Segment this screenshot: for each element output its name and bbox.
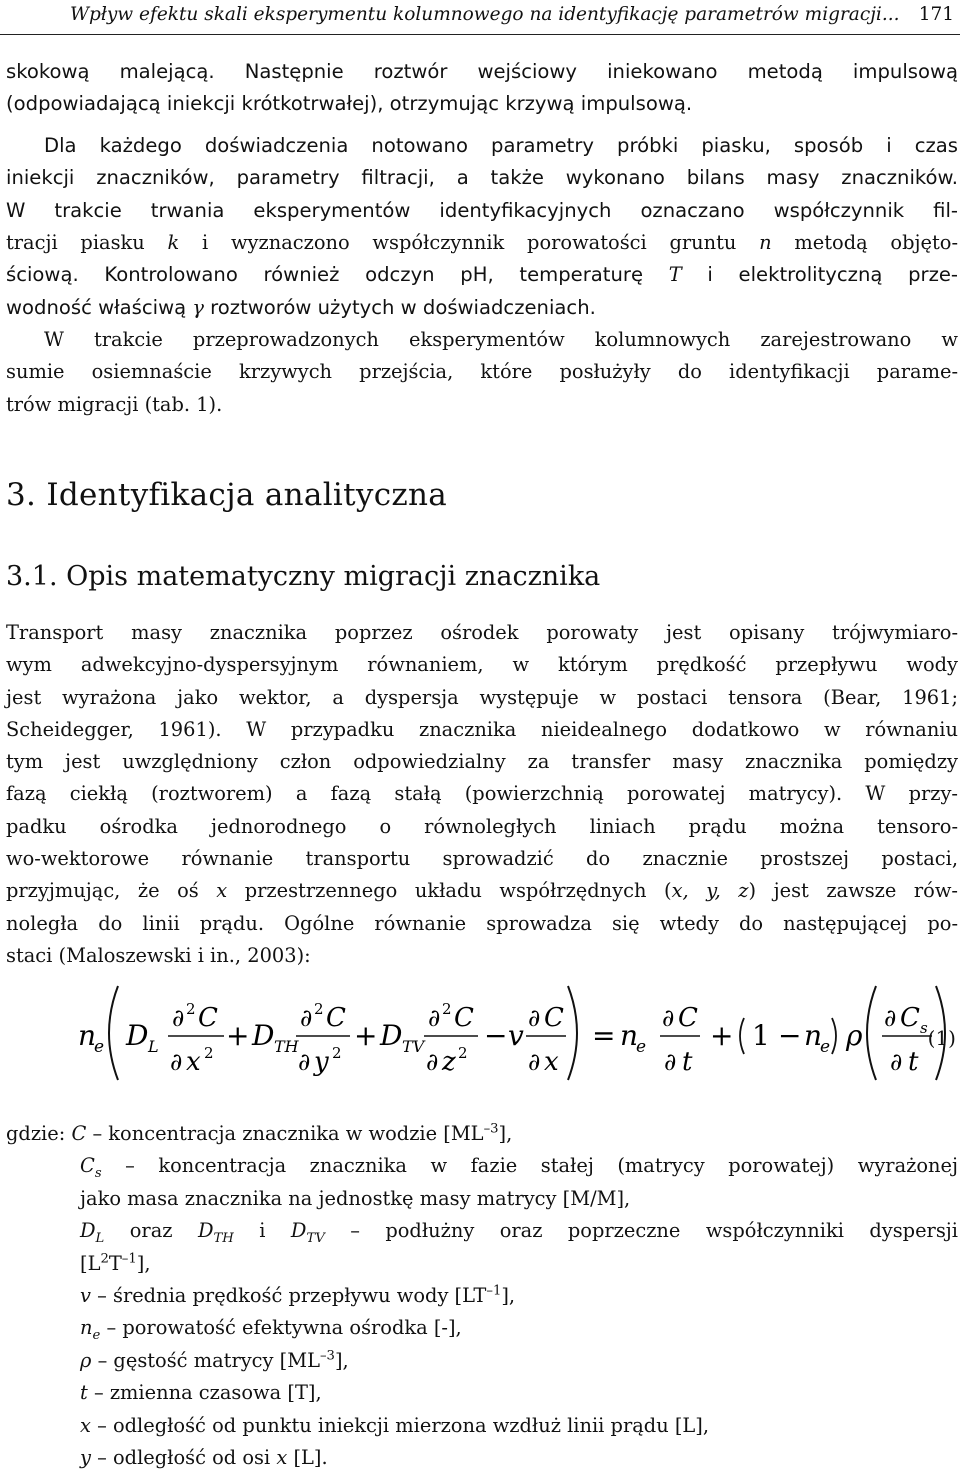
unit-text: T	[108, 1251, 122, 1275]
definition-text: ],	[334, 1348, 349, 1372]
symbol-DTV: D	[290, 1219, 307, 1243]
eq-C: C	[678, 1003, 698, 1033]
text-line: Transport masy znacznika poprzez ośrodek porowaty jest opisany trójwymiaro-	[6, 621, 958, 644]
eq-partial: ∂	[528, 1048, 541, 1076]
intro-paragraph	[6, 56, 958, 121]
definition-text: i	[233, 1219, 291, 1243]
eq-x: x	[186, 1047, 201, 1077]
text-run: tracji piasku	[6, 231, 168, 254]
symbol-v: v	[80, 1284, 91, 1308]
definition-text: ],	[501, 1284, 516, 1308]
eq-two: 2	[332, 1044, 342, 1062]
eq-two: 2	[314, 1000, 324, 1018]
definition-t	[6, 1377, 958, 1409]
text-run: Kontrolowano również odczyn pH, temperaturę	[78, 263, 669, 287]
eq-TV-sub: TV	[402, 1037, 425, 1056]
definition-text: [L].	[287, 1446, 328, 1470]
eq-rho: ρ	[846, 1019, 863, 1052]
eq-t: t	[682, 1047, 693, 1077]
gdzie-label: gdzie:	[6, 1122, 66, 1145]
subsection-heading: 3.1. Opis matematyczny migracji znacznika	[6, 561, 601, 592]
definition-text: – średnia prędkość przepływu wody [LT	[90, 1284, 487, 1308]
definition-text: oraz	[104, 1219, 198, 1243]
left-paren	[867, 986, 876, 1080]
text-line: skokową malejącą. Następnie roztwór wejściowy iniekowano metodą impulsową	[6, 60, 958, 83]
subscript: TH	[213, 1231, 234, 1247]
eq-e-sub: e	[94, 1037, 105, 1057]
definition-y	[6, 1442, 958, 1474]
text-line: wym adwekcyjno-dyspersyjnym równaniem, w którym prędkość przepływu wody	[6, 653, 958, 677]
symbol-rho: ρ	[80, 1348, 92, 1372]
eq-partial: ∂	[172, 1004, 185, 1032]
eq-C: C	[544, 1003, 564, 1033]
text-line: fazą ciekłą (roztworem) a fazą stałą (powierzchnią porowatej matrycy). W przy-	[6, 782, 958, 806]
text-run: przestrzennego układu współrzędnych (	[227, 879, 672, 903]
text-line	[6, 292, 958, 324]
definition-D-continued	[6, 1248, 958, 1280]
eq-e-sub: e	[820, 1037, 831, 1057]
definition-text: – odległość od punktu iniekcji mierzona wzdłuż linii prądu [L],	[90, 1413, 710, 1437]
eq-n: n	[804, 1019, 823, 1052]
eq-partial: ∂	[890, 1048, 903, 1076]
text-run: roztworów użytych w doświadczeniach.	[203, 295, 596, 319]
text-run: i elektrolityczną prze-	[681, 263, 958, 287]
text-line: W trakcie przeprowadzonych eksperymentów kolumnowych zarejestrowano w	[44, 328, 958, 351]
text-line: tym jest uwzględniony człon odpowiedzialny za transfer masy znacznika pomiędzy	[6, 750, 958, 774]
symbol-DTH: D	[197, 1219, 214, 1243]
eq-minus: −	[778, 1019, 802, 1052]
eq-C: C	[326, 1003, 346, 1033]
eq-Cs: C	[900, 1003, 920, 1033]
eq-TH-sub: TH	[274, 1037, 299, 1056]
equation-1	[0, 978, 960, 1088]
symbol-definitions	[6, 1118, 958, 1474]
symbol-y: y	[80, 1446, 91, 1470]
subscript: L	[95, 1231, 105, 1247]
definition-text: – porowatość efektywna ośrodka [-],	[100, 1316, 462, 1340]
eq-plus: +	[226, 1019, 250, 1052]
text-line	[6, 259, 958, 291]
eq-two: 2	[204, 1044, 214, 1062]
eq-partial: ∂	[170, 1048, 183, 1076]
symbol-ne: n	[80, 1316, 93, 1340]
text-run: i wyznaczono współczynnik porowatości gruntu	[179, 231, 760, 254]
running-head-title: Wpływ efektu skali eksperymentu kolumnowego na identyfikację parametrów migracji...	[70, 4, 900, 25]
text-line: iniekcji znaczników, parametry filtracji, a także wykonano bilans masy znaczników.	[6, 166, 958, 190]
eq-partial: ∂	[884, 1004, 897, 1032]
text-run: metodą objęto-	[771, 231, 958, 254]
eq-y: y	[314, 1047, 329, 1077]
text-line: sumie osiemnaście krzywych przejścia, które posłużyły do identyfikacji parame-	[6, 360, 958, 384]
eq-minus: −	[484, 1019, 508, 1052]
eq-s-sub: s	[920, 1019, 928, 1037]
eq-v: v	[508, 1019, 524, 1052]
unit-text: ],	[136, 1251, 151, 1275]
text-run: ) jest zawsze rów-	[748, 879, 958, 903]
definition-text: – koncentracja znacznika w wodzie [ML	[86, 1122, 484, 1145]
exponent: –1	[121, 1251, 137, 1267]
symbol-T: T	[668, 263, 682, 287]
small-right-paren	[832, 1018, 836, 1054]
eq-C: C	[198, 1003, 218, 1033]
text-line: jest wyrażona jako wektor, a dyspersja występuje w postaci tensora (Bear, 1961;	[6, 685, 958, 709]
eq-plus: +	[354, 1019, 378, 1052]
symbol-t: t	[80, 1381, 88, 1405]
eq-D: D	[380, 1019, 403, 1052]
eq-two: 2	[458, 1044, 468, 1062]
definition-Cs-continued: jako masa znacznika na jednostkę masy matrycy [M/M],	[80, 1186, 631, 1210]
eq-equals: =	[592, 1019, 616, 1052]
running-head	[0, 0, 960, 35]
eq-n: n	[78, 1019, 97, 1052]
exponent: 2	[100, 1251, 109, 1267]
definition-text: – odległość od osi	[90, 1446, 277, 1470]
definition-ne	[6, 1312, 958, 1344]
symbol-gamma: γ	[192, 295, 204, 319]
eq-partial: ∂	[300, 1004, 313, 1032]
definition-text: – zmienna czasowa [T],	[87, 1381, 322, 1405]
text-line: Dla każdego doświadczenia notowano parametry próbki piasku, sposób i czas	[44, 134, 958, 157]
definition-Cs	[6, 1150, 958, 1182]
unit-text: [L	[80, 1251, 101, 1275]
small-left-paren	[740, 1018, 744, 1054]
exponent: –1	[486, 1283, 502, 1299]
text-line	[6, 875, 958, 907]
symbol-k: k	[167, 231, 180, 254]
page-number: 171	[918, 4, 954, 25]
text-line: staci (Maloszewski i in., 2003):	[6, 943, 311, 967]
symbol-Cs: C	[80, 1154, 95, 1178]
text-line: (odpowiadającą iniekcji krótkotrwałej), otrzymując krzywą impulsową.	[6, 92, 693, 116]
symbol-xyz: x, y, z	[671, 879, 749, 903]
eq-partial: ∂	[664, 1048, 677, 1076]
text-line: Scheidegger, 1961). W przypadku znacznika nieidealnego dodatkowo w równaniu	[6, 717, 958, 741]
subscript: TV	[306, 1231, 325, 1247]
symbol-x: x	[216, 879, 228, 903]
paragraph-transport-description	[6, 617, 958, 972]
eq-two: 2	[186, 1000, 196, 1018]
text-line: noległa do linii prądu. Ogólne równanie sprowadza się wtedy do następującej po-	[6, 911, 958, 935]
definition-rho	[6, 1345, 958, 1377]
symbol-C: C	[71, 1122, 87, 1145]
definition-text: – gęstość matrycy [ML	[91, 1348, 320, 1372]
subscript: s	[94, 1166, 102, 1182]
eq-one: 1	[752, 1019, 770, 1052]
text-run: ściową.	[6, 263, 79, 287]
eq-x: x	[544, 1047, 559, 1077]
paragraph-column-experiments	[6, 324, 958, 421]
text-line	[6, 227, 958, 259]
section-heading: 3. Identyfikacja analityczna	[6, 477, 448, 513]
equation-number-label: (1)	[927, 1026, 956, 1050]
eq-D: D	[252, 1019, 275, 1052]
definition-C	[6, 1118, 958, 1150]
eq-L-sub: L	[148, 1037, 159, 1056]
eq-C: C	[454, 1003, 474, 1033]
exponent: –3	[319, 1348, 335, 1364]
text-line: padku ośrodka jednorodnego o równoległych liniach prądu można tensoro-	[6, 814, 958, 838]
eq-partial: ∂	[528, 1004, 541, 1032]
eq-two: 2	[442, 1000, 452, 1018]
text-line: wo-wektorowe równanie transportu sprowadzić do znacznie prostszej postaci,	[6, 847, 958, 871]
text-run: przyjmując, że oś	[6, 879, 217, 903]
symbol-n: n	[759, 231, 772, 254]
eq-z: z	[442, 1047, 456, 1077]
eq-partial: ∂	[428, 1004, 441, 1032]
subscript: e	[92, 1328, 101, 1344]
eq-n: n	[620, 1019, 639, 1052]
eq-partial: ∂	[662, 1004, 675, 1032]
definition-text: – koncentracja znacznika w fazie stałej (matrycy porowatej) wyrażonej	[101, 1154, 958, 1178]
eq-D: D	[126, 1019, 149, 1052]
definition-D	[6, 1215, 958, 1247]
symbol-DL: D	[80, 1219, 96, 1243]
symbol-x: x	[276, 1446, 288, 1470]
text-line: trów migracji (tab. 1).	[6, 392, 223, 416]
left-paren	[109, 986, 118, 1080]
definition-v	[6, 1280, 958, 1312]
paragraph-experiment-notes-serif	[6, 227, 958, 324]
text-line: W trakcie trwania eksperymentów identyfikacyjnych oznaczano współczynnik fil-	[6, 198, 958, 222]
paragraph-experiment-notes	[6, 130, 958, 227]
definition-text: ],	[498, 1122, 513, 1145]
eq-plus: +	[710, 1019, 734, 1052]
definition-x	[6, 1410, 958, 1442]
eq-partial: ∂	[426, 1048, 439, 1076]
exponent: –3	[483, 1121, 499, 1137]
symbol-x: x	[80, 1413, 91, 1437]
eq-t: t	[908, 1047, 919, 1077]
definition-text: – podłużny oraz poprzeczne współczynniki dyspersji	[324, 1219, 958, 1243]
eq-partial: ∂	[298, 1048, 311, 1076]
text-run: wodność właściwą	[6, 295, 193, 319]
right-paren	[568, 986, 577, 1080]
eq-e-sub: e	[636, 1037, 647, 1057]
